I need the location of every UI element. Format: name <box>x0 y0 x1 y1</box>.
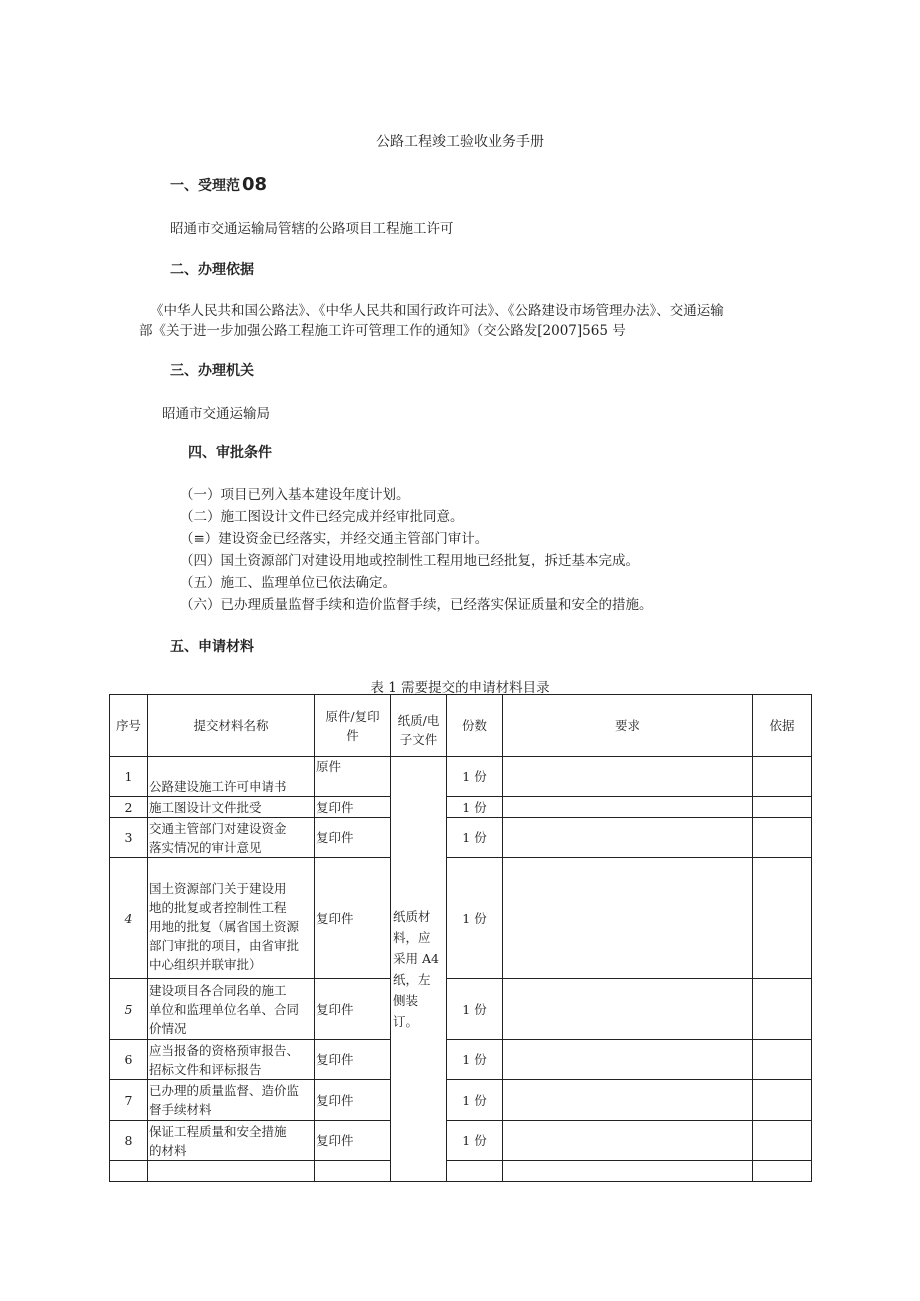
header-paper-line: 纸质/电 <box>397 712 440 728</box>
paper-note-line: 侧装 <box>393 993 419 1008</box>
row-copies: 1 份 <box>447 1121 503 1161</box>
row-seq: 6 <box>110 1040 148 1080</box>
row-name-line: 单位和监理单位名单、合同 <box>149 1001 300 1017</box>
row-copies: 1 份 <box>447 979 503 1040</box>
condition-item: （五）施工、监理单位已依法确定。 <box>180 575 396 591</box>
row-requirement <box>503 979 753 1040</box>
table-row <box>110 1080 812 1121</box>
paper-note-line: 采用 A4 <box>393 951 439 966</box>
row-name-line: 应当报备的资格预审报告、 <box>149 1042 300 1058</box>
row-basis <box>753 979 812 1040</box>
section2-body-line1: 《中华人民共和国公路法》、《中华人民共和国行政许可法》、《公路建设市场管理办法》、交通运输 <box>150 303 724 319</box>
row-name <box>148 818 315 858</box>
row-name-line: 施工图设计文件批受 <box>149 799 262 815</box>
table-row <box>110 1121 812 1161</box>
row-seq: 4 <box>110 858 148 979</box>
header-original-line: 件 <box>346 727 359 743</box>
row-basis <box>753 858 812 979</box>
row-original: 复印件 <box>315 1121 391 1161</box>
table-caption: 表 1 需要提交的申请材料目录 <box>370 680 550 696</box>
row-requirement <box>503 818 753 858</box>
condition-item: （六）已办理质量监督手续和造价监督手续，已经落实保证质量和安全的措施。 <box>180 597 653 613</box>
table-row <box>110 979 812 1040</box>
section5-heading: 五、申请材料 <box>170 639 254 655</box>
row-name <box>148 1040 315 1080</box>
row-name-line: 部门审批的项目，由省审批 <box>149 937 300 953</box>
document-title: 公路工程竣工验收业务手册 <box>376 134 544 150</box>
row-name <box>148 979 315 1040</box>
header-paper <box>391 695 447 757</box>
header-paper-line: 子文件 <box>399 731 438 747</box>
header-name: 提交材料名称 <box>148 695 315 757</box>
paper-note-line: 料，应 <box>393 930 431 945</box>
header-seq: 序号 <box>110 695 148 757</box>
header-copies: 份数 <box>447 695 503 757</box>
row-basis <box>753 1040 812 1080</box>
header-requirement: 要求 <box>503 695 753 757</box>
row-original: 复印件 <box>315 1080 391 1121</box>
row-original: 复印件 <box>315 979 391 1040</box>
row-name-line: 落实情况的审计意见 <box>149 839 262 855</box>
paper-note-line: 纸，左 <box>393 972 431 987</box>
row-seq: 5 <box>110 979 148 1040</box>
row-name <box>148 797 315 818</box>
section1-heading <box>170 174 267 195</box>
row-basis <box>753 757 812 797</box>
row-name <box>148 1080 315 1121</box>
row-seq: 8 <box>110 1121 148 1161</box>
row-name-line: 价情况 <box>149 1020 187 1036</box>
row-name <box>148 1161 315 1182</box>
row-name-line: 的材料 <box>149 1142 187 1158</box>
section1-heading-number: 08 <box>242 174 268 195</box>
row-seq: 7 <box>110 1080 148 1121</box>
section2-heading: 二、办理依据 <box>170 262 254 278</box>
condition-item: （二）施工图设计文件已经完成并经审批同意。 <box>180 509 464 525</box>
row-basis <box>753 818 812 858</box>
row-original: 复印件 <box>315 818 391 858</box>
row-name-line: 交通主管部门对建设资金 <box>149 820 287 836</box>
table-row <box>110 818 812 858</box>
table-row <box>110 797 812 818</box>
row-basis <box>753 797 812 818</box>
row-requirement <box>503 1161 753 1182</box>
section3-body: 昭通市交通运输局 <box>162 406 270 422</box>
section2-body-line2: 部《关于进一步加强公路工程施工许可管理工作的通知》（交公路发[2007]565 号 <box>139 323 626 339</box>
table-row <box>110 1040 812 1080</box>
header-original-line: 原件/复印 <box>325 708 380 724</box>
row-name-line: 招标文件和评标报告 <box>149 1061 262 1077</box>
section1-body: 昭通市交通运输局管辖的公路项目工程施工许可 <box>170 221 454 237</box>
row-original: 复印件 <box>315 1040 391 1080</box>
table-header-row <box>110 695 812 757</box>
row-basis <box>753 1080 812 1121</box>
paper-note <box>391 757 447 1182</box>
row-name-line: 用地的批复（属省国土资源 <box>149 918 300 934</box>
header-basis: 依据 <box>753 695 812 757</box>
row-original: 复印件 <box>315 797 391 818</box>
row-name-line: 建设项目各合同段的施工 <box>149 982 287 998</box>
row-seq: 1 <box>110 757 148 797</box>
row-copies: 1 份 <box>447 757 503 797</box>
row-copies: 1 份 <box>447 1080 503 1121</box>
row-seq: 2 <box>110 797 148 818</box>
row-original: 复印件 <box>315 858 391 979</box>
row-copies: 1 份 <box>447 797 503 818</box>
row-original: 原件 <box>315 757 391 797</box>
row-copies <box>447 1161 503 1182</box>
section1-heading-text: 一、受理范 <box>170 178 240 194</box>
row-copies: 1 份 <box>447 1040 503 1080</box>
row-name-line: 督手续材料 <box>149 1102 212 1117</box>
header-original <box>315 695 391 757</box>
materials-table <box>109 694 812 1182</box>
row-name-line: 已办理的质量监督、造价监 <box>149 1083 300 1098</box>
row-requirement <box>503 757 753 797</box>
row-name-line: 公路建设施工许可申请书 <box>149 779 287 794</box>
row-name-line: 中心组织并联审批） <box>149 956 262 972</box>
condition-item: （一）项目已列入基本建设年度计划。 <box>180 487 410 503</box>
row-requirement <box>503 858 753 979</box>
row-seq <box>110 1161 148 1182</box>
table-row <box>110 757 812 797</box>
condition-item: （≡）建设资金已经落实，并经交通主管部门审计。 <box>180 531 489 547</box>
row-original <box>315 1161 391 1182</box>
condition-item: （四）国土资源部门对建设用地或控制性工程用地已经批复，拆迁基本完成。 <box>180 553 639 569</box>
table-row <box>110 858 812 979</box>
row-requirement <box>503 1040 753 1080</box>
section4-heading: 四、审批条件 <box>188 445 272 461</box>
row-copies: 1 份 <box>447 818 503 858</box>
row-requirement <box>503 797 753 818</box>
row-name-line: 地的批复或者控制性工程 <box>149 899 287 915</box>
row-requirement <box>503 1080 753 1121</box>
row-name <box>148 858 315 979</box>
row-seq: 3 <box>110 818 148 858</box>
table-row-empty <box>110 1161 812 1182</box>
row-requirement <box>503 1121 753 1161</box>
row-name <box>148 1121 315 1161</box>
row-name-line: 国土资源部门关于建设用 <box>149 880 287 896</box>
paper-note-line: 纸质材 <box>393 909 431 924</box>
row-basis <box>753 1161 812 1182</box>
paper-note-line: 订。 <box>393 1014 419 1029</box>
row-name <box>148 757 315 797</box>
row-basis <box>753 1121 812 1161</box>
section3-heading: 三、办理机关 <box>170 363 254 379</box>
row-name-line: 保证工程质量和安全措施 <box>149 1123 287 1139</box>
row-copies: 1 份 <box>447 858 503 979</box>
